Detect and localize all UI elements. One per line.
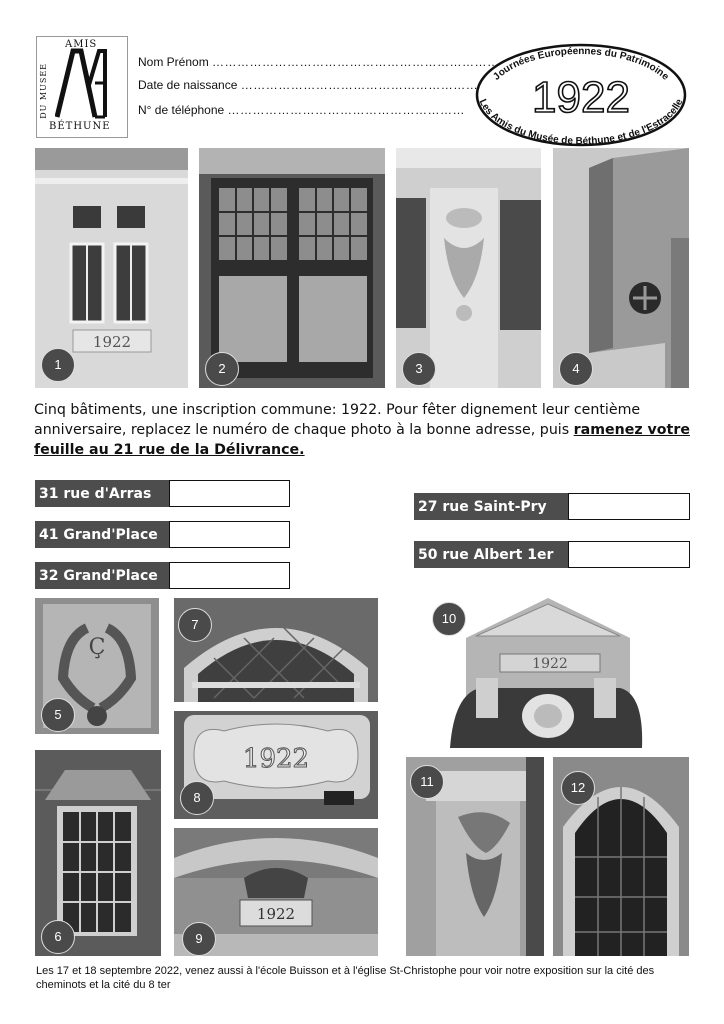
photo-number-10: 10	[432, 602, 466, 636]
address-row-31-rue-darras	[35, 480, 290, 507]
photo-number-9: 9	[182, 922, 216, 956]
logo-bottom-text: BÉTHUNE	[49, 121, 111, 132]
address-answer-box[interactable]	[568, 541, 690, 568]
photo-11	[406, 757, 544, 956]
photo-10-inscription: 1922	[532, 656, 568, 672]
photo-1-inscription: 1922	[92, 333, 132, 351]
photo-5	[35, 598, 159, 734]
photo-number-5: 5	[41, 698, 75, 732]
address-row-27-rue-saint-pry	[414, 493, 690, 520]
phone-field[interactable]	[138, 103, 465, 117]
address-answer-box[interactable]	[169, 562, 290, 589]
photo-10	[430, 598, 650, 748]
badge-top-text: Journées Européennes du Patrimoine	[491, 45, 671, 83]
phone-dots: …………………………………………………	[227, 103, 466, 117]
photo-2	[199, 148, 385, 388]
photo-number-4: 4	[559, 352, 593, 386]
badge-bottom-text: Les Amis du Musée de Béthune et de l'Estracelle	[476, 97, 686, 148]
address-row-32-grand-place	[35, 562, 290, 589]
name-field[interactable]	[138, 55, 500, 69]
photo-7	[174, 598, 378, 702]
photo-number-2: 2	[205, 352, 239, 386]
address-label: 41 Grand'Place	[35, 521, 169, 548]
photo-number-11: 11	[410, 765, 444, 799]
address-label: 27 rue Saint-Pry	[414, 493, 568, 520]
photo-1	[35, 148, 188, 388]
photo-4	[553, 148, 689, 388]
photo-number-3: 3	[402, 352, 436, 386]
svg-text:Ç: Ç	[88, 635, 106, 660]
instructions-emphasis: ramenez votre feuille au 21 rue de la Délivrance.	[34, 422, 690, 458]
address-row-41-grand-place	[35, 521, 290, 548]
address-row-50-rue-albert-1er	[414, 541, 690, 568]
badge-year: 1922	[532, 73, 630, 122]
name-label: Nom Prénom	[138, 55, 209, 69]
address-answer-box[interactable]	[568, 493, 690, 520]
event-badge	[470, 40, 692, 150]
footer-note: Les 17 et 18 septembre 2022, venez aussi à l'école Buisson et à l'église St-Christophe pour voir notre exposition sur la cité des cheminots et la cité du 8 ter	[36, 965, 655, 991]
phone-label: N° de téléphone	[138, 103, 225, 117]
birthdate-field[interactable]	[138, 78, 478, 92]
photo-8-inscription: 1922	[242, 744, 310, 774]
photo-number-12: 12	[561, 771, 595, 805]
photo-3	[396, 148, 541, 388]
address-label: 32 Grand'Place	[35, 562, 169, 589]
photo-9	[174, 828, 378, 956]
photo-9-inscription: 1922	[256, 905, 296, 923]
logo	[36, 36, 128, 138]
photo-number-8: 8	[180, 781, 214, 815]
photo-number-6: 6	[41, 920, 75, 954]
photo-8	[174, 711, 378, 819]
birthdate-label: Date de naissance	[138, 78, 238, 92]
photo-12	[553, 757, 689, 956]
photo-number-7: 7	[178, 608, 212, 642]
instructions-text: Cinq bâtiments, une inscription commune: 1922. Pour fêter dignement leur centième anniversaire, replacez le numéro de chaque photo à la bonne adresse, puis	[34, 402, 641, 438]
address-label: 31 rue d'Arras	[35, 480, 169, 507]
instructions	[34, 400, 694, 460]
photo-6	[35, 750, 161, 956]
logo-ame-mark	[55, 47, 111, 119]
address-answer-box[interactable]	[169, 480, 290, 507]
name-dots: ……………………………………………………………	[212, 55, 500, 69]
address-label: 50 rue Albert 1er	[414, 541, 568, 568]
birthdate-dots: …………………………………………………	[240, 78, 479, 92]
photo-number-1: 1	[41, 348, 75, 382]
address-answer-box[interactable]	[169, 521, 290, 548]
logo-top-text: AMIS	[65, 39, 98, 50]
logo-side-text: DU MUSÉE	[39, 63, 48, 119]
